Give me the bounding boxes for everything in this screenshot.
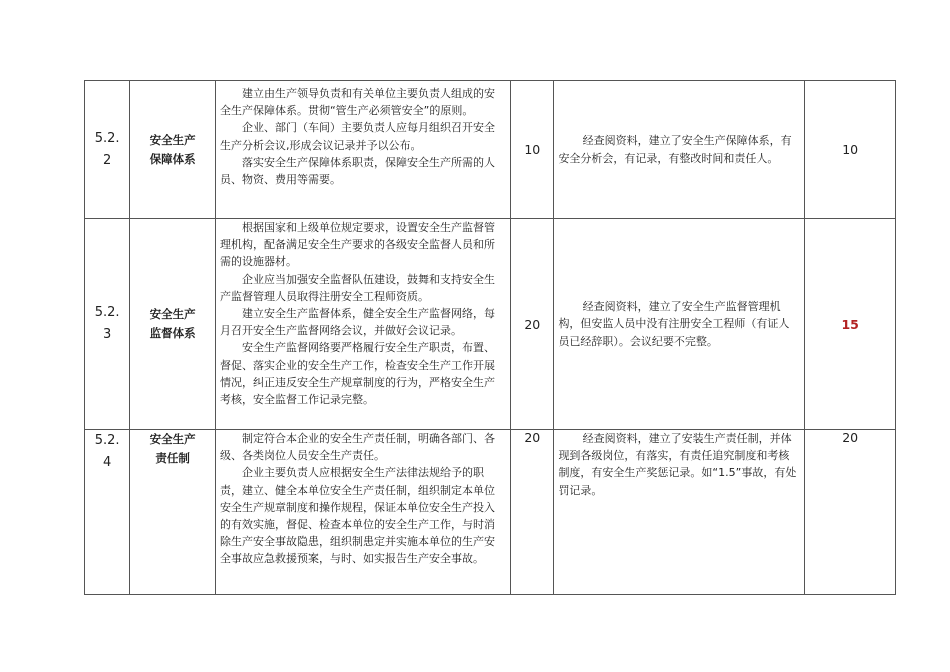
standard-text xyxy=(215,81,510,219)
item-name: 安全生产 监督体系 xyxy=(130,219,216,430)
item-name: 安全生产 保障体系 xyxy=(130,81,216,219)
standard-paragraph: 建立安全生产监督体系，健全安全生产监督网络，每月召开安全生产监督网络会议，并做好会议记录。 xyxy=(219,307,495,338)
check-result xyxy=(554,81,805,219)
standard-paragraph: 企业主要负责人应根据安全生产法律法规给予的职责，建立、健全本单位安全生产责任制，组织制定本单位安全生产规章制度和操作规程，保证本单位安全生产投入的有效实施，督促、检查本单位的安全生产工作，与时消除生产安全事故隐患，组织制患定并实施本单位的生产安全事故应急救援预案，与时、如实报告生产安全事故。 xyxy=(219,466,495,566)
standard-paragraph: 企业、部门（车间）主要负责人应每月组织召开安全生产分析会议,形成会议记录并予以公布。 xyxy=(219,121,495,152)
standard-score: 20 xyxy=(511,219,554,430)
item-name: 安全生产 责任制 xyxy=(130,430,216,595)
check-paragraph: 经查阅资料，建立了安全生产监督管理机构，但安监人员中没有注册安全工程师（有证人员已经辞职）。会议纪要不完整。 xyxy=(558,300,790,348)
actual-score-deducted: 15 xyxy=(805,219,896,430)
standard-paragraph: 建立由生产领导负责和有关单位主要负责人组成的安全生产保障体系。贯彻“管生产必须管安全”的原则。 xyxy=(219,87,495,118)
item-number: 5.2. 4 xyxy=(85,430,130,595)
standard-score: 20 xyxy=(511,430,554,595)
standard-paragraph: 根据国家和上级单位规定要求，设置安全生产监督管理机构，配备满足安全生产要求的各级安全监督人员和所需的设施器材。 xyxy=(219,221,495,269)
standard-paragraph: 制定符合本企业的安全生产责任制，明确各部门、各级、各类岗位人员安全生产责任。 xyxy=(219,432,495,463)
table-row xyxy=(85,430,896,595)
table-row xyxy=(85,219,896,430)
actual-score: 20 xyxy=(805,430,896,595)
actual-score: 10 xyxy=(805,81,896,219)
evaluation-table xyxy=(84,80,896,595)
check-paragraph: 经查阅资料，建立了安装生产责任制，并体现到各级岗位，有落实，有责任追究制度和考核制度，有安全生产奖惩记录。如“1.5”事故，有处罚记录。 xyxy=(558,432,797,497)
item-number: 5.2. 2 xyxy=(85,81,130,219)
check-result xyxy=(554,219,805,430)
standard-score: 10 xyxy=(511,81,554,219)
check-paragraph: 经查阅资料，建立了安全生产保障体系，有安全分析会，有记录，有整改时间和责任人。 xyxy=(558,134,792,165)
standard-text xyxy=(215,430,510,595)
check-result xyxy=(554,430,805,595)
standard-paragraph: 落实安全生产保障体系职责，保障安全生产所需的人员、物资、费用等需要。 xyxy=(219,155,495,187)
standard-paragraph: 企业应当加强安全监督队伍建设，鼓舞和支持安全生产监督管理人员取得注册安全工程师资质。 xyxy=(219,272,495,303)
standard-paragraph: 安全生产监督网络要严格履行安全生产职责，布置、督促、落实企业的安全生产工作，检查安全生产工作开展情况，纠正违反安全生产规章制度的行为，严格安全生产考核，安全监督工作记录完整。 xyxy=(219,341,495,407)
standard-text xyxy=(215,219,510,430)
table-row xyxy=(85,81,896,219)
item-number: 5.2. 3 xyxy=(85,219,130,430)
